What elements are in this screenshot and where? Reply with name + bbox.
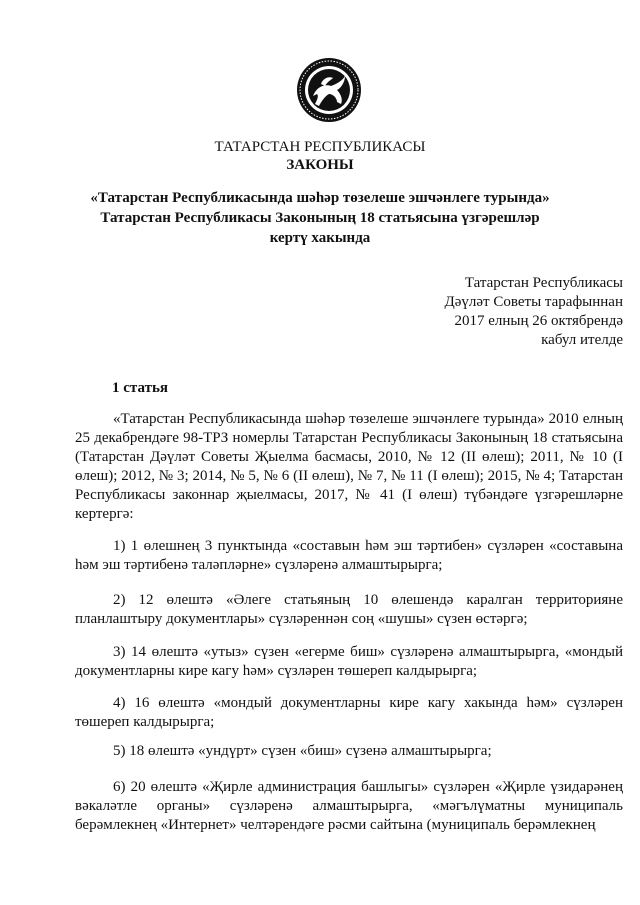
section-title: 1 статья — [112, 380, 168, 396]
adoption-line-4: кабул ителде — [541, 332, 623, 348]
list-item: 1) 1 өлешнең 3 пунктында «составын һәм эш тәртибен» сүзләрен «составына һәм эш тәртибенә таләпләрне» сүзләренә алмаштырырга; — [75, 538, 623, 573]
adoption-line-1: Татарстан Республикасы — [464, 275, 623, 291]
tatarstan-coat-of-arms-emblem — [295, 56, 363, 124]
list-item: 4) 16 өлештә «мондый документларны кире кагу хакында һәм» сүзләрен төшереп калдырырга; — [75, 695, 623, 730]
law-title-line-1: «Татарстан Республикасында шәһәр төзелеше эшчәнлеге турында» — [90, 190, 550, 206]
law-title-line-2: Татарстан Республикасы Законының 18 статьясына үзгәрешләр — [100, 210, 540, 226]
list-item: 3) 14 өлештә «утыз» сүзен «егерме биш» сүзләренә алмаштырырга, «мондый документларны кире кагу һәм» сүзләрен төшереп калдырырга; — [75, 644, 623, 679]
list-item: 5) 18 өлештә «ундүрт» сүзен «биш» сүзенә алмаштырырга; — [113, 743, 492, 759]
intro-paragraph: «Татарстан Республикасында шәһәр төзелеше эшчәнлеге турында» 2010 елның 25 декабрендәге 98-ТРЗ номерлы Татарстан Республикасы Законының 18 статьясына (Татарстан Дәүләт Советы Җыелма басмасы, 2010, № 12 (II өлеш); 2011, № 10 (I өлеш); 2012, № 3; 2014, № 5, № 6 (II өлеш), № 7, № 11 (I өлеш); 2015, № 4; Татарстан Республикасы законнар җыелмасы, 2017, № 41 (I өлеш) түбәндәге үзгәрешләрне кертергә: — [75, 411, 623, 522]
adoption-line-2: Дәүләт Советы тарафыннан — [444, 294, 623, 310]
law-title-line-3: кертү хакында — [269, 230, 371, 246]
adoption-line-3: 2017 елның 26 октябрендә — [454, 313, 623, 329]
republic-name: ТАТАРСТАН РЕСПУБЛИКАСЫ — [214, 139, 426, 155]
list-item: 2) 12 өлештә «Әлеге статьяның 10 өлешендә каралган территорияне планлаштыру документлары» сүзләреннән соң «шушы» сүзен өстәргә; — [75, 592, 623, 627]
list-item: 6) 20 өлештә «Җирле администрация башлыгы» сүзләрен «Җирле үзидарәнең вәкаләтле органы» сүзләренә алмаштырырга, «мәгълүматны муниципаль берәмлекнең «Интернет» челтәрендәге рәсми сайтына (муниципаль берәмлекнең — [75, 779, 623, 833]
law-heading: ЗАКОНЫ — [286, 157, 354, 173]
